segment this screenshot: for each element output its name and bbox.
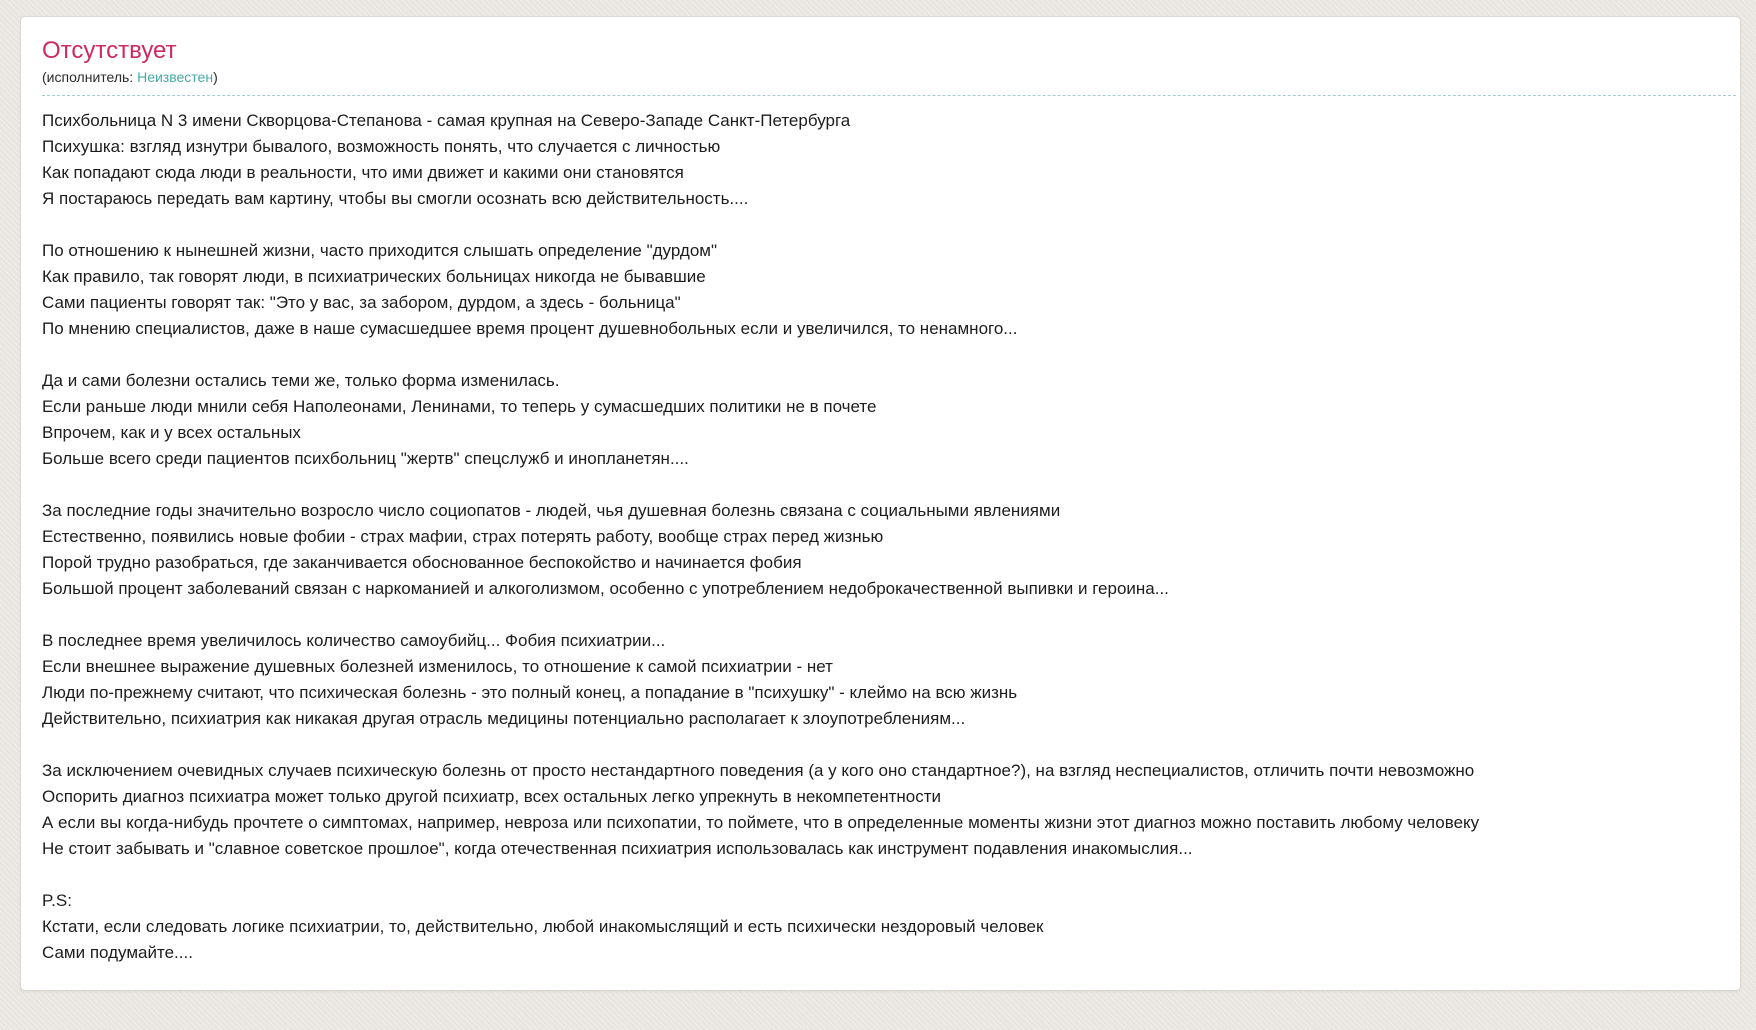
artist-link[interactable]: Неизвестен <box>137 69 214 85</box>
lyrics-line: Больше всего среди пациентов психбольниц "жертв" спецслужб и инопланетян.... <box>42 449 689 468</box>
lyrics-line: А если вы когда-нибудь прочтете о симптомах, например, невроза или психопатии, то поймете, что в определенные моменты жизни этот диагноз можно поставить любому человеку <box>42 813 1480 832</box>
lyrics-line: Психушка: взгляд изнутри бывалого, возможность понять, что случается с личностью <box>42 137 721 156</box>
page-title: Отсутствует <box>42 37 177 64</box>
lyrics-line: Сами подумайте.... <box>42 943 193 962</box>
lyrics-line: Впрочем, как и у всех остальных <box>42 423 301 442</box>
artist-label: (исполнитель: <box>42 69 138 85</box>
lyrics-line: Если раньше люди мнили себя Наполеонами, Ленинами, то теперь у сумасшедших политики не в почете <box>42 397 877 416</box>
lyrics-line: За последние годы значительно возросло число социопатов - людей, чья душевная болезнь связана с социальными явлениями <box>42 501 1061 520</box>
blank-line <box>42 342 1736 368</box>
blank-line <box>42 472 1736 498</box>
lyrics-text <box>42 108 1736 966</box>
lyrics-line: Если внешнее выражение душевных болезней изменилось, то отношение к самой психиатрии - нет <box>42 657 833 676</box>
lyrics-line: P.S: <box>42 891 72 910</box>
lyrics-line: Большой процент заболеваний связан с наркоманией и алкоголизмом, особенно с употреблением недоброкачественной выпивки и героина... <box>42 579 1169 598</box>
blank-line <box>42 602 1736 628</box>
lyrics-line: Порой трудно разобраться, где заканчивается обоснованное беспокойство и начинается фобия <box>42 553 802 572</box>
artist-label-close: ) <box>213 69 218 85</box>
lyrics-line: Я постараюсь передать вам картину, чтобы вы смогли осознать всю действительность.... <box>42 189 749 208</box>
lyrics-line: Кстати, если следовать логике психиатрии, то, действительно, любой инакомыслящий и есть психически нездоровый человек <box>42 917 1044 936</box>
lyrics-line: Да и сами болезни остались теми же, только форма изменилась. <box>42 371 560 390</box>
lyrics-line: В последнее время увеличилось количество самоубийц... Фобия психиатрии... <box>42 631 666 650</box>
page-background <box>0 16 1756 991</box>
blank-line <box>42 732 1736 758</box>
lyrics-line: Сами пациенты говорят так: "Это у вас, за забором, дурдом, а здесь - больница" <box>42 293 681 312</box>
lyrics-line: Психбольница N 3 имени Скворцова-Степанова - самая крупная на Северо-Западе Санкт-Петербурга <box>42 111 851 130</box>
artist-line <box>42 68 1736 87</box>
song-card <box>20 16 1741 991</box>
lyrics-line: Естественно, появились новые фобии - страх мафии, страх потерять работу, вообще страх перед жизнью <box>42 527 884 546</box>
blank-line <box>42 862 1736 888</box>
lyrics-line: Как попадают сюда люди в реальности, что ими движет и какими они становятся <box>42 163 684 182</box>
lyrics-line: Не стоит забывать и "славное советское прошлое", когда отечественная психиатрия использовалась как инструмент подавления инакомыслия... <box>42 839 1193 858</box>
lyrics-line: По отношению к нынешней жизни, часто приходится слышать определение "дурдом" <box>42 241 718 260</box>
song-header <box>42 37 1736 96</box>
lyrics-line: Действительно, психиатрия как никакая другая отрасль медицины потенциально располагает к злоупотреблениям... <box>42 709 966 728</box>
lyrics-line: Оспорить диагноз психиатра может только другой психиатр, всех остальных легко упрекнуть в некомпетентности <box>42 787 942 806</box>
lyrics-line: За исключением очевидных случаев психическую болезнь от просто нестандартного поведения (а у кого оно стандартное?), на взгляд неспециалистов, отличить почти невозможно <box>42 761 1475 780</box>
lyrics-line: Как правило, так говорят люди, в психиатрических больницах никогда не бывавшие <box>42 267 706 286</box>
blank-line <box>42 212 1736 238</box>
lyrics-line: По мнению специалистов, даже в наше сумасшедшее время процент душевнобольных если и увеличился, то ненамного... <box>42 319 1018 338</box>
lyrics-line: Люди по-прежнему считают, что психическая болезнь - это полный конец, а попадание в "психушку" - клеймо на всю жизнь <box>42 683 1018 702</box>
